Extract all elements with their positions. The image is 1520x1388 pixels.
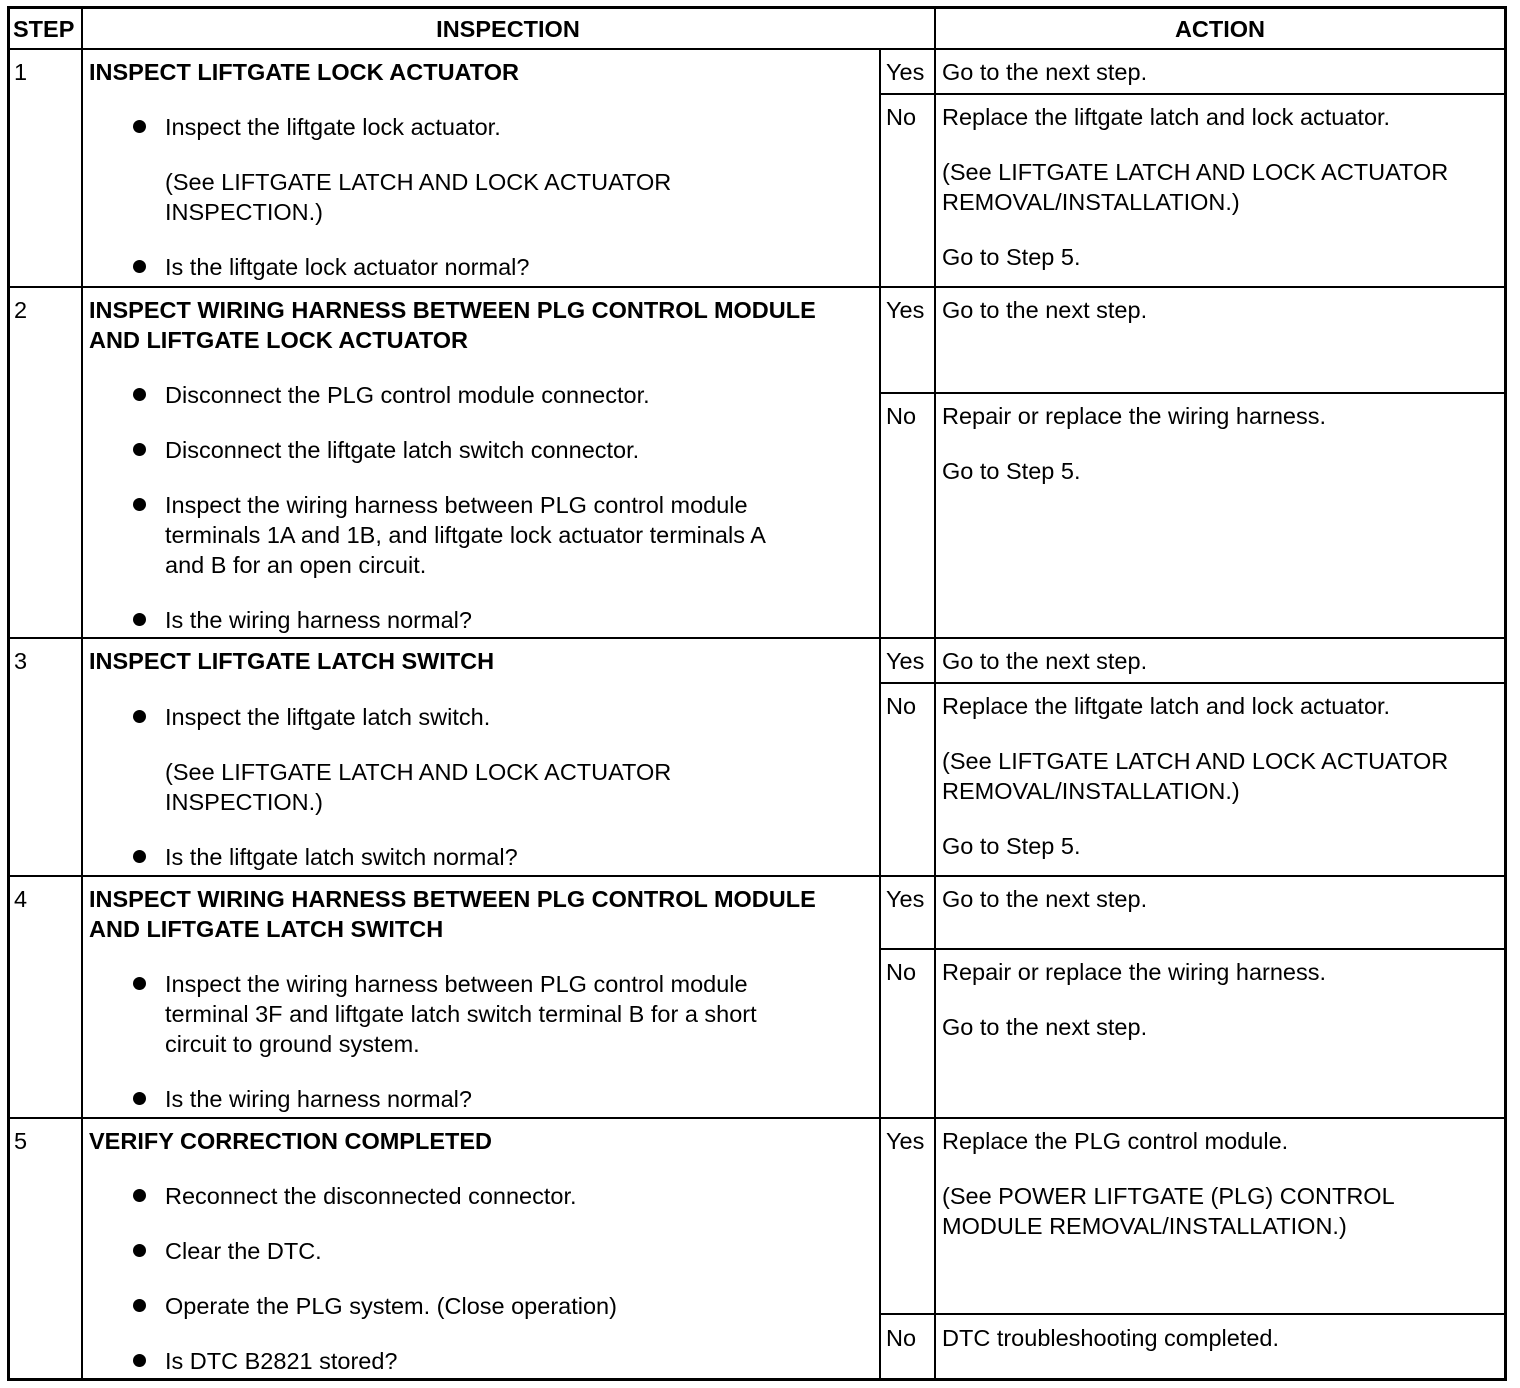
no-label: No [886,104,917,130]
no-action: REMOVAL/INSTALLATION.) [942,189,1240,215]
bullet-icon [133,1189,146,1202]
inspection-item: Disconnect the PLG control module connector. [165,382,650,408]
no-action: REMOVAL/INSTALLATION.) [942,778,1240,804]
inspection-question: Is the liftgate lock actuator normal? [165,254,530,280]
bullet-icon [133,710,146,723]
no-action: DTC troubleshooting completed. [942,1325,1280,1351]
inspection-item: circuit to ground system. [165,1031,420,1057]
step-title: VERIFY CORRECTION COMPLETED [89,1128,493,1154]
row-divider [10,637,1504,639]
inspection-note: (See LIFTGATE LATCH AND LOCK ACTUATOR [165,169,672,195]
inspection-question: Is the liftgate latch switch normal? [165,844,518,870]
bullet-icon [133,388,146,401]
col-divider-action [934,9,936,1378]
step-number: 4 [14,886,28,912]
inspection-item: and B for an open circuit. [165,552,427,578]
header-step: STEP [13,16,75,42]
bullet-icon [133,1299,146,1312]
inspection-question: Is the wiring harness normal? [165,607,472,633]
no-action: Replace the liftgate latch and lock actuator. [942,693,1391,719]
step-number: 3 [14,648,28,674]
col-divider-yesno [879,48,881,1378]
step-title: INSPECT WIRING HARNESS BETWEEN PLG CONTROL MODULE [89,886,816,912]
yes-label: Yes [886,886,925,912]
col-divider-step [81,9,83,1378]
inspection-item: Disconnect the liftgate latch switch connector. [165,437,640,463]
inspection-item: Reconnect the disconnected connector. [165,1183,577,1209]
inspection-note: (See LIFTGATE LATCH AND LOCK ACTUATOR [165,759,672,785]
inspection-item: Inspect the liftgate lock actuator. [165,114,501,140]
inspection-item: terminals 1A and 1B, and liftgate lock actuator terminals A [165,522,766,548]
step-number: 2 [14,297,28,323]
step-title: INSPECT WIRING HARNESS BETWEEN PLG CONTROL MODULE [89,297,816,323]
no-action: (See LIFTGATE LATCH AND LOCK ACTUATOR [942,748,1449,774]
bullet-icon [133,443,146,456]
step-number: 5 [14,1128,28,1154]
bullet-icon [133,1354,146,1367]
step-title: INSPECT LIFTGATE LATCH SWITCH [89,648,495,674]
inspection-item: Clear the DTC. [165,1238,322,1264]
inspection-item: Inspect the liftgate latch switch. [165,704,491,730]
no-label: No [886,959,917,985]
no-action: Go to Step 5. [942,458,1081,484]
row-divider [10,875,1504,877]
yes-action: (See POWER LIFTGATE (PLG) CONTROL [942,1183,1395,1209]
inspection-item: terminal 3F and liftgate latch switch terminal B for a short [165,1001,757,1027]
yes-label: Yes [886,648,925,674]
step-number: 1 [14,59,28,85]
yes-action: Replace the PLG control module. [942,1128,1289,1154]
bullet-icon [133,120,146,133]
no-label: No [886,403,917,429]
inspection-note: INSPECTION.) [165,199,323,225]
no-action: Replace the liftgate latch and lock actuator. [942,104,1391,130]
yes-label: Yes [886,59,925,85]
row-divider [10,1117,1504,1119]
header-action: ACTION [1174,16,1266,42]
yes-label: Yes [886,1128,925,1154]
inspection-item: Inspect the wiring harness between PLG control module [165,492,748,518]
no-label: No [886,1325,917,1351]
bullet-icon [133,850,146,863]
inspection-question: Is the wiring harness normal? [165,1086,472,1112]
yes-no-divider [879,948,1504,950]
yes-no-divider [879,93,1504,95]
no-label: No [886,693,917,719]
bullet-icon [133,613,146,626]
inspection-question: Is DTC B2821 stored? [165,1348,398,1374]
step-title: INSPECT LIFTGATE LOCK ACTUATOR [89,59,519,85]
bullet-icon [133,498,146,511]
yes-no-divider [879,1313,1504,1315]
no-action: Repair or replace the wiring harness. [942,959,1327,985]
inspection-item: Inspect the wiring harness between PLG control module [165,971,748,997]
no-action: Go to Step 5. [942,244,1081,270]
yes-no-divider [879,392,1504,394]
header-divider [10,48,1504,50]
no-action: Go to Step 5. [942,833,1081,859]
step-title: AND LIFTGATE LATCH SWITCH [89,916,444,942]
step-title: AND LIFTGATE LOCK ACTUATOR [89,327,469,353]
bullet-icon [133,977,146,990]
yes-action: Go to the next step. [942,648,1148,674]
yes-action: MODULE REMOVAL/INSTALLATION.) [942,1213,1347,1239]
yes-no-divider [879,682,1504,684]
yes-action: Go to the next step. [942,297,1148,323]
row-divider [10,286,1504,288]
bullet-icon [133,1244,146,1257]
bullet-icon [133,1092,146,1105]
no-action: (See LIFTGATE LATCH AND LOCK ACTUATOR [942,159,1449,185]
diagnostic-table [7,6,1507,1381]
no-action: Go to the next step. [942,1014,1148,1040]
no-action: Repair or replace the wiring harness. [942,403,1327,429]
header-inspection: INSPECTION [436,16,580,42]
inspection-note: INSPECTION.) [165,789,323,815]
bullet-icon [133,260,146,273]
yes-action: Go to the next step. [942,886,1148,912]
inspection-item: Operate the PLG system. (Close operation) [165,1293,617,1319]
yes-action: Go to the next step. [942,59,1148,85]
yes-label: Yes [886,297,925,323]
